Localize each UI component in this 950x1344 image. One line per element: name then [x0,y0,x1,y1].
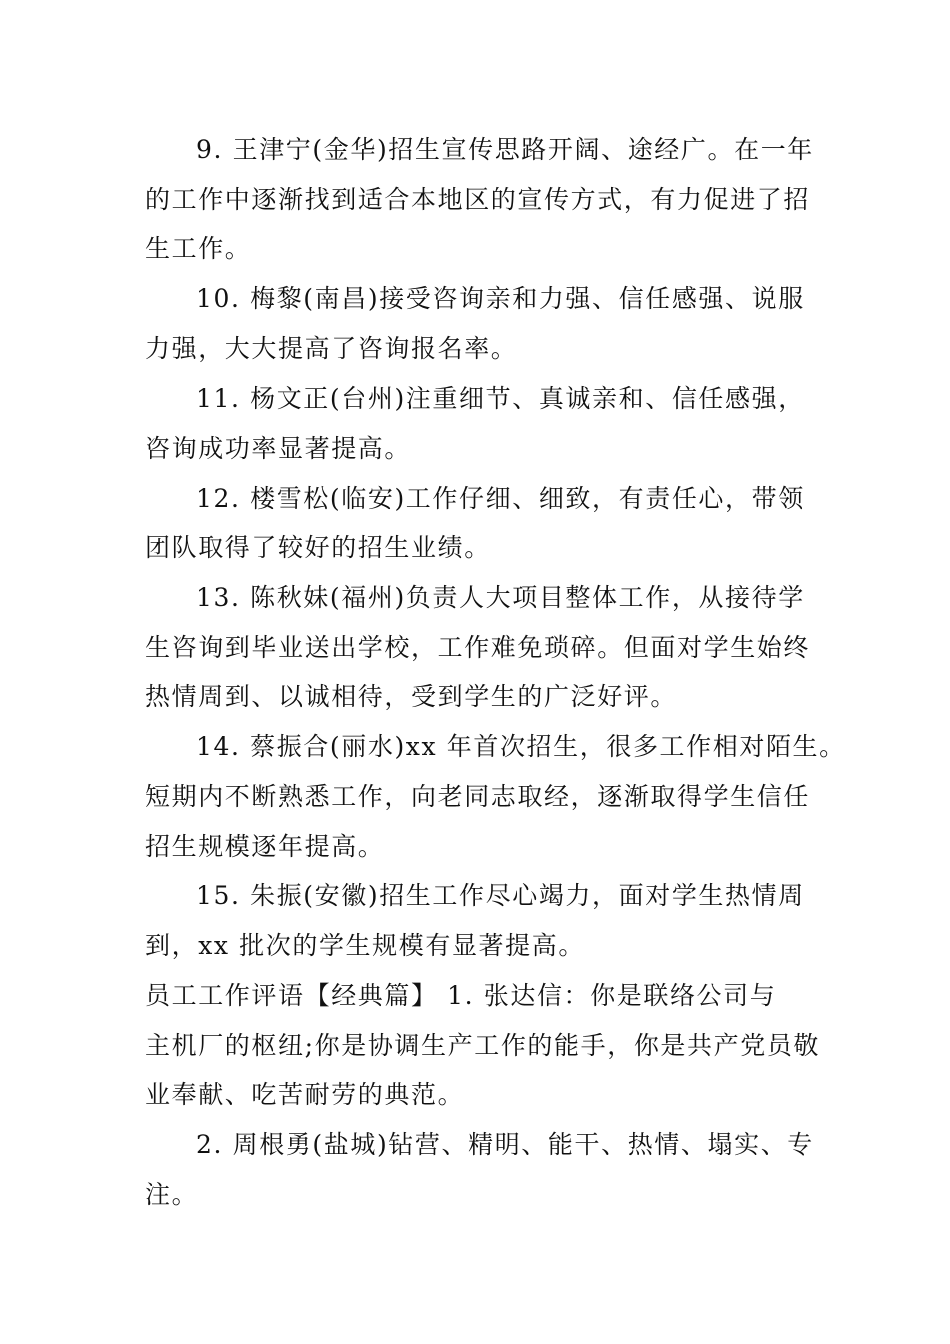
section-heading-line: 员工工作评语【经典篇】 1. 张达信：你是联络公司与 [145,981,777,1010]
text-line: 力强，大大提高了咨询报名率。 [145,334,518,363]
text-line: 9. 王津宁(金华)招生宣传思路开阔、途经广。在一年 [196,135,814,164]
text-line: 2. 周根勇(盐城)钻营、精明、能干、热情、塌实、专 [196,1130,814,1159]
text-line: 10. 梅黎(南昌)接受咨询亲和力强、信任感强、说服 [196,284,805,313]
text-line: 热情周到、以诚相待，受到学生的广泛好评。 [145,682,678,711]
text-line: 生咨询到毕业送出学校，工作难免琐碎。但面对学生始终 [145,633,811,662]
text-line: 招生规模逐年提高。 [145,832,385,861]
text-line: 生工作。 [145,234,252,263]
text-line: 11. 杨文正(台州)注重细节、真诚亲和、信任感强， [196,384,805,413]
text-line: 到，xx 批次的学生规模有显著提高。 [145,931,585,960]
text-line: 短期内不断熟悉工作，向老同志取经，逐渐取得学生信任 [145,782,811,811]
text-line: 13. 陈秋妹(福州)负责人大项目整体工作，从接待学 [196,583,805,612]
text-line: 业奉献、吃苦耐劳的典范。 [145,1080,465,1109]
text-line: 主机厂的枢纽;你是协调生产工作的能手，你是共产党员敬 [145,1031,821,1060]
text-line: 的工作中逐渐找到适合本地区的宣传方式，有力促进了招 [145,185,811,214]
text-line: 15. 朱振(安徽)招生工作尽心竭力，面对学生热情周 [196,881,805,910]
text-line: 团队取得了较好的招生业绩。 [145,533,491,562]
text-line: 咨询成功率显著提高。 [145,434,412,463]
text-line: 12. 楼雪松(临安)工作仔细、细致，有责任心，带领 [196,484,805,513]
text-line: 注。 [145,1180,199,1209]
text-line: 14. 蔡振合(丽水)xx 年首次招生，很多工作相对陌生。 [196,732,846,761]
